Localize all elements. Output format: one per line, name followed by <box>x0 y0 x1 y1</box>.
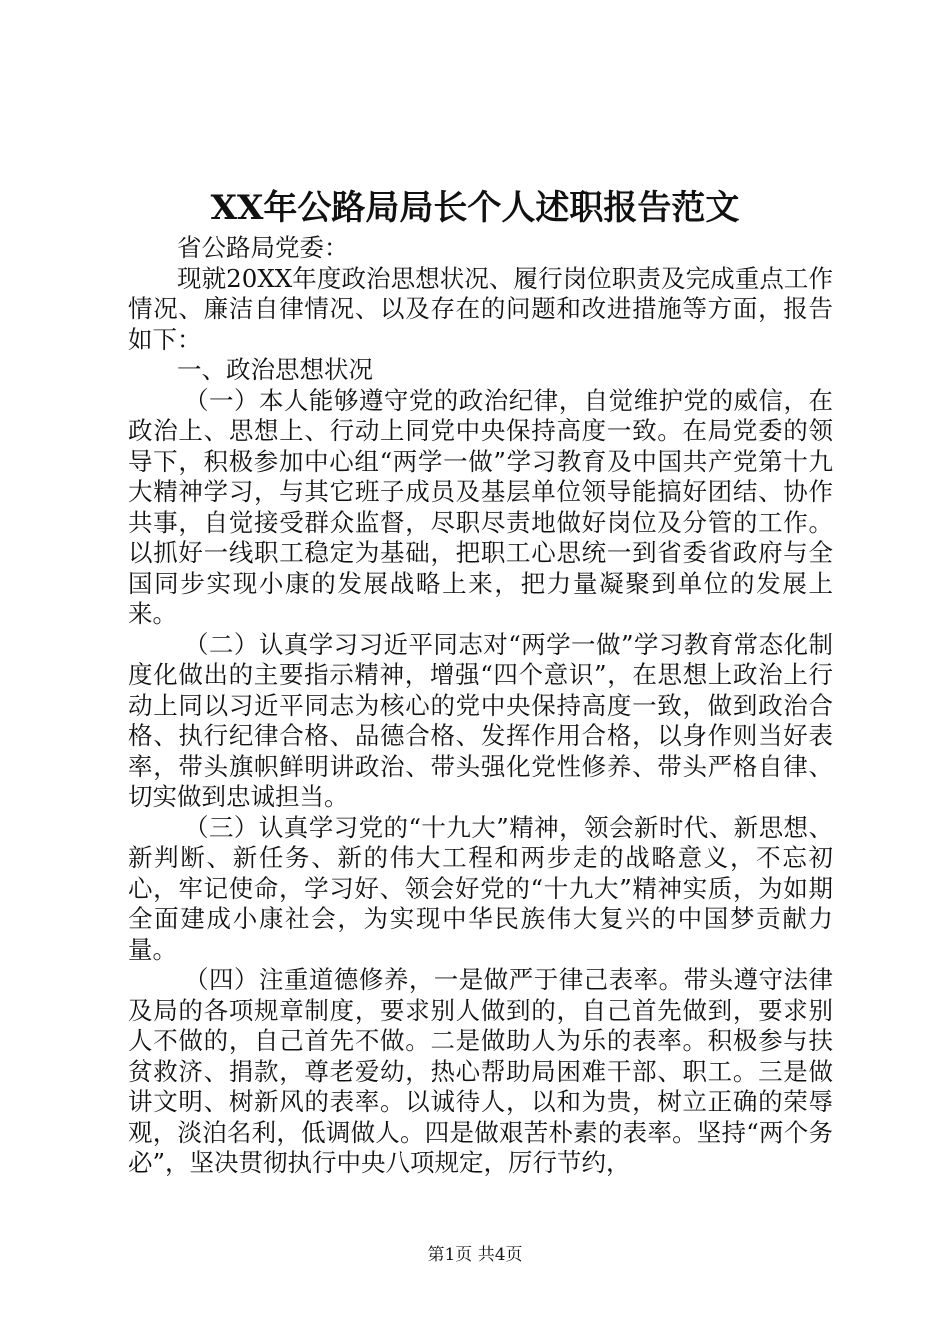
document-title: XX年公路局局长个人述职报告范文 <box>210 188 740 228</box>
subsection-paragraph-1: （一）本人能够遵守党的政治纪律，自觉维护党的威信，在政治上、思想上、行动上同党中央保持高度一致。在局党委的领导下，积极参加中心组“两学一做”学习教育及中国共产党第十九大精神学习，与其它班子成员及基层单位领导能搞好团结、协作共事，自觉接受群众监督，尽职尽责地做好岗位及分管的工作。以抓好一线职工稳定为基础，把职工心思统一到省委省政府与全国同步实现小康的发展战略上来，把力量凝聚到单位的发展上来。 <box>128 385 833 628</box>
page-footer <box>0 1243 950 1267</box>
salutation: 省公路局党委： <box>177 233 349 262</box>
subsection-paragraph-3: （三）认真学习党的“十九大”精神，领会新时代、新思想、新判断、新任务、新的伟大工程和两步走的战略意义，不忘初心，牢记使命，学习好、领会好党的“十九大”精神实质，为如期全面建成小康社会，为实现中华民族伟大复兴的中国梦贡献力量。 <box>128 812 833 964</box>
intro-paragraph: 现就20XX年度政治思想状况、履行岗位职责及完成重点工作情况、廉洁自律情况、以及存在的问题和改进措施等方面，报告如下： <box>128 263 833 354</box>
subsection-paragraph-4: （四）注重道德修养，一是做严于律己表率。带头遵守法律及局的各项规章制度，要求别人做到的，自己首先做到，要求别人不做的，自己首先不做。二是做助人为乐的表率。积极参与扶贫救济、捐款，尊老爱幼，热心帮助局困难干部、职工。三是做讲文明、树新风的表率。以诚待人，以和为贵，树立正确的荣辱观，淡泊名利，低调做人。四是做艰苦朴素的表率。坚持“两个务必”，坚决贯彻执行中央八项规定，厉行节约， <box>128 965 833 1177</box>
page-number: 第1页 <box>427 1245 473 1265</box>
subsection-paragraph-2: （二）认真学习习近平同志对“两学一做”学习教育常态化制度化做出的主要指示精神，增强“四个意识”，在思想上政治上行动上同以习近平同志为核心的党中央保持高度一致，做到政治合格、执行纪律合格、品德合格、发挥作用合格，以身作则当好表率，带头旗帜鲜明讲政治、带头强化党性修养、带头严格自律、切实做到忠诚担当。 <box>128 629 833 811</box>
page-total: 共4页 <box>477 1245 523 1265</box>
section-heading: 一、政治思想状况 <box>177 355 373 384</box>
document-body <box>128 233 833 1179</box>
